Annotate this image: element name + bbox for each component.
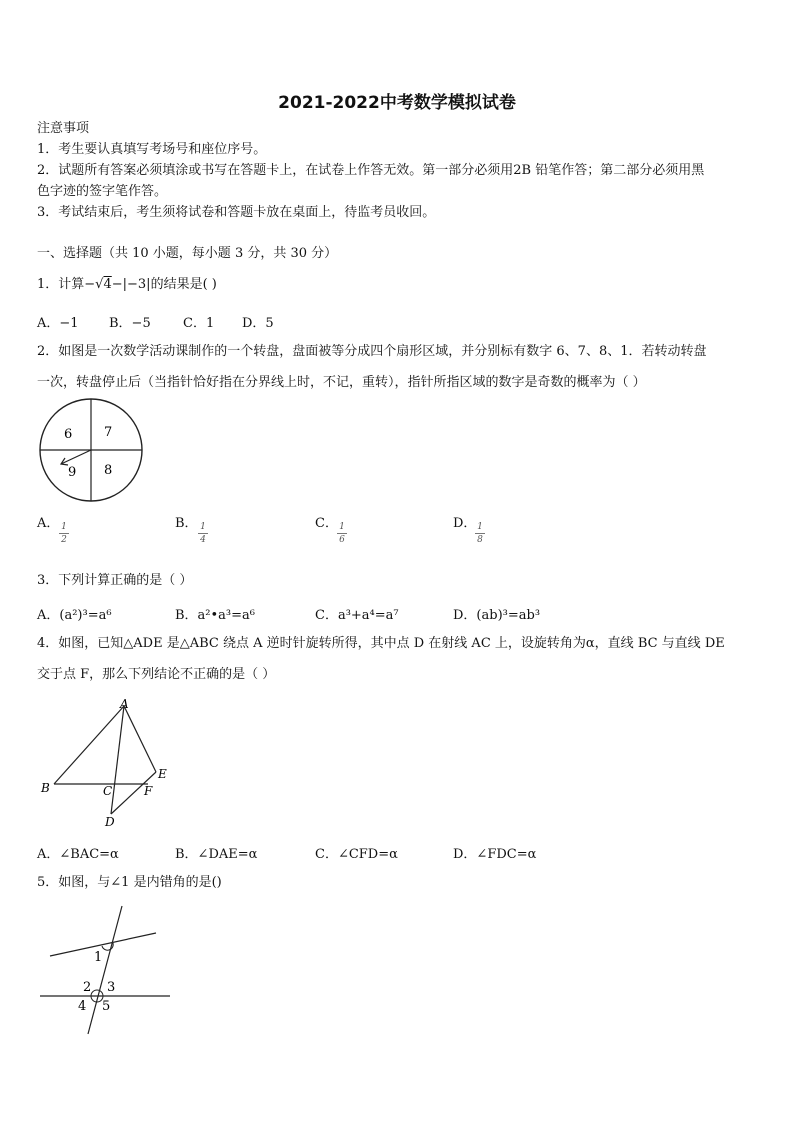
- spinner-label-9: 9: [68, 465, 77, 480]
- page-title: 2021-2022中考数学模拟试卷: [278, 93, 516, 113]
- fraction-numerator: 1: [61, 522, 67, 532]
- notice-item-3: 3．考试结束后，考生须将试卷和答题卡放在桌面上，待监考员收回。: [37, 205, 436, 220]
- angle-label-2: 2: [83, 980, 92, 995]
- q2-option-c-letter: C．: [315, 516, 338, 531]
- q2-option-b-letter: B．: [175, 516, 198, 531]
- question-1-stem: [37, 277, 762, 293]
- q2-option-a-fraction: [58, 522, 70, 545]
- fraction-denominator: 8: [477, 535, 483, 545]
- angle-label-1: 1: [94, 950, 103, 965]
- spinner-figure: [36, 397, 146, 503]
- question-4-line-2: 交于点 F，那么下列结论不正确的是（ ）: [37, 667, 276, 682]
- q2-option-b-fraction: [197, 522, 209, 545]
- transversal-line: [88, 906, 122, 1034]
- question-4-line-1: 4．如图，已知△ADE 是△ABC 绕点 A 逆时针旋转所得，其中点 D 在射线 AC 上，设旋转角为α，直线 BC 与直线 DE: [37, 636, 725, 651]
- angle-label-3: 3: [107, 980, 116, 995]
- upper-line: [50, 933, 156, 956]
- q1-radicand: 4: [103, 277, 112, 292]
- notice-item-1: 1．考生要认真填写考场号和座位序号。: [37, 142, 267, 157]
- fraction-numerator: 1: [339, 522, 345, 532]
- spinner-label-8: 8: [104, 463, 113, 478]
- question-2-line-1: 2．如图是一次数学活动课制作的一个转盘，盘面被等分成四个扇形区域，并分别标有数字 6、7、8、1．若转动转盘: [37, 344, 707, 359]
- q4-option-d: D．∠FDC=α: [453, 847, 537, 862]
- q1-option-d: D．5: [242, 316, 274, 331]
- fraction-denominator: 6: [339, 535, 345, 545]
- section-heading-choice: 一、选择题（共 10 小题，每小题 3 分，共 30 分）: [37, 246, 338, 261]
- point-label-a: A: [120, 697, 129, 711]
- segment-ad: [111, 706, 124, 814]
- point-label-e: E: [158, 767, 167, 781]
- fraction-numerator: 1: [477, 522, 483, 532]
- q4-option-b: B．∠DAE=α: [175, 847, 258, 862]
- sqrt-symbol: √: [95, 277, 104, 292]
- point-label-d: D: [105, 815, 115, 829]
- angle-label-4: 4: [78, 999, 87, 1014]
- question-5-stem: 5．如图，与∠1 是内错角的是(): [37, 875, 222, 890]
- rotation-triangle-figure: [36, 696, 176, 830]
- q4-option-a: A．∠BAC=α: [37, 847, 119, 862]
- question-2-line-2: 一次，转盘停止后（当指针恰好指在分界线上时，不记，重转），指针所指区域的数字是奇数的概率为（ ）: [37, 375, 646, 390]
- question-3-stem: 3．下列计算正确的是（ ）: [37, 573, 193, 588]
- q3-option-d: D．(ab)³=ab³: [453, 608, 541, 623]
- q1-suffix: −|−3|的结果是( ): [111, 277, 217, 292]
- q3-option-b: B．a²•a³=a⁶: [175, 608, 255, 623]
- q2-option-c-fraction: [336, 522, 348, 545]
- notice-item-2-continued: 色字迹的签字笔作答。: [37, 184, 168, 199]
- point-label-f: F: [144, 784, 153, 798]
- spinner-label-6: 6: [64, 427, 73, 442]
- q1-option-a: A．−1: [37, 316, 79, 331]
- segment-ae: [124, 706, 156, 772]
- point-label-b: B: [41, 781, 50, 795]
- angles-figure: [36, 902, 176, 1038]
- fraction-numerator: 1: [200, 522, 206, 532]
- point-label-c: C: [103, 784, 113, 798]
- notice-item-2: 2．试题所有答案必须填涂或书写在答题卡上，在试卷上作答无效。第一部分必须用2B 铅笔作答；第二部分必须用黑: [37, 163, 705, 178]
- q4-option-c: C．∠CFD=α: [315, 847, 398, 862]
- fraction-denominator: 2: [61, 535, 67, 545]
- q1-option-b: B．−5: [109, 316, 151, 331]
- segment-ab: [54, 706, 124, 784]
- fraction-denominator: 4: [200, 535, 206, 545]
- q2-option-d-fraction: [474, 522, 486, 545]
- q1-prefix: 1．计算−: [37, 277, 96, 292]
- q2-option-d-letter: D．: [453, 516, 477, 531]
- notice-heading: 注意事项: [37, 121, 90, 136]
- q3-option-c: C．a³+a⁴=a⁷: [315, 608, 399, 623]
- spinner-label-7: 7: [104, 425, 113, 440]
- angle-label-5: 5: [102, 999, 111, 1014]
- q2-option-a-letter: A．: [37, 516, 60, 531]
- q3-option-a: A．(a²)³=a⁶: [37, 608, 112, 623]
- q1-option-c: C．1: [183, 316, 215, 331]
- spinner-pointer: [61, 450, 91, 464]
